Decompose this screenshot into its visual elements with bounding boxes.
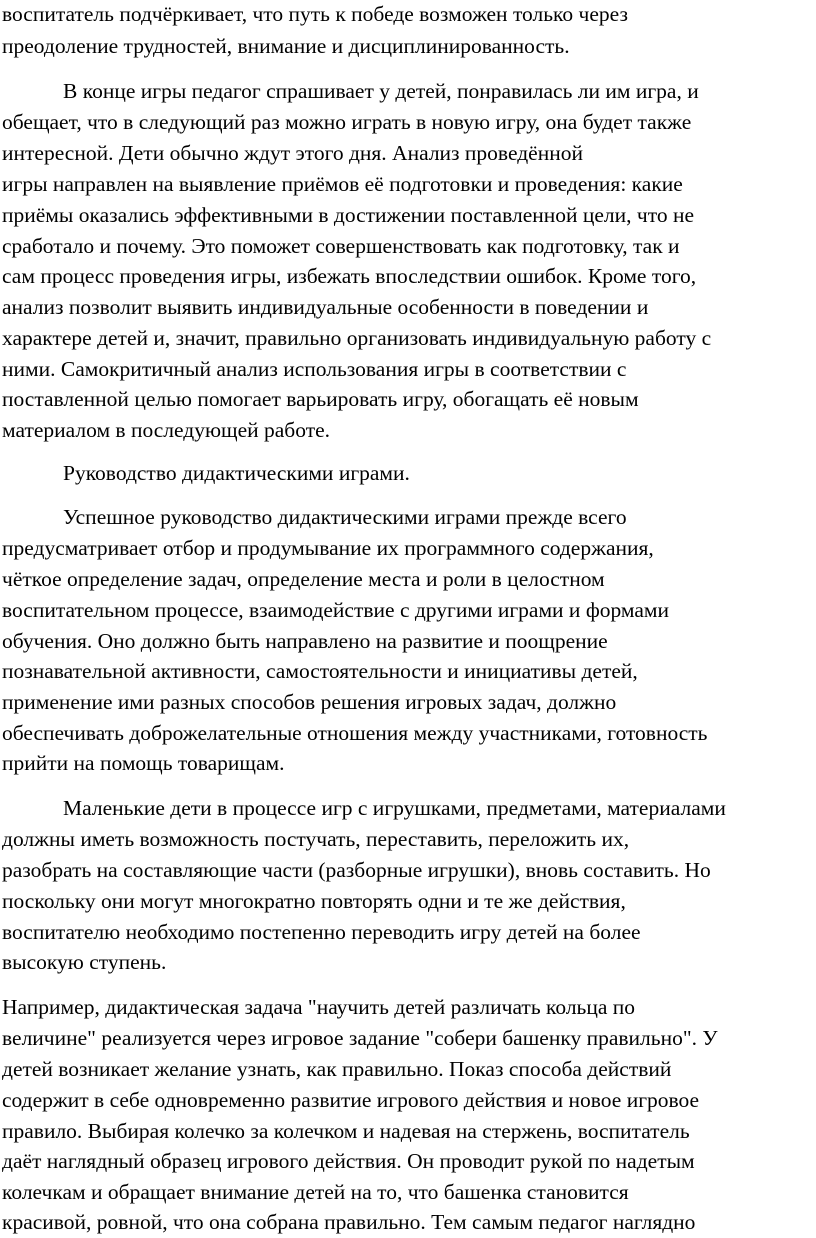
text-line: Маленькие дети в процессе игр с игрушками, предметами, материалами bbox=[63, 796, 726, 820]
text-line: предусматривает отбор и продумывание их программного содержания, bbox=[2, 536, 654, 560]
text-line: познавательной активности, самостоятельности и инициативы детей, bbox=[2, 659, 638, 683]
text-line: Например, дидактическая задача "научить детей различать кольца по bbox=[2, 995, 636, 1019]
text-line: содержит в себе одновременно развитие игрового действия и новое игровое bbox=[2, 1088, 700, 1112]
text-line: воспитателю необходимо постепенно переводить игру детей на более bbox=[2, 920, 641, 944]
text-line: правило. Выбирая колечко за колечком и надевая на стержень, воспитатель bbox=[2, 1119, 690, 1143]
text-line: обещает, что в следующий раз можно играть в новую игру, она будет также bbox=[2, 110, 692, 134]
text-line: поскольку они могут многократно повторять одни и те же действия, bbox=[2, 889, 626, 913]
text-line: приёмы оказались эффективными в достижении поставленной цели, что не bbox=[2, 203, 695, 227]
text-line: высокую ступень. bbox=[2, 950, 167, 974]
text-line: обучения. Оно должно быть направлено на развитие и поощрение bbox=[2, 629, 608, 653]
text-line: воспитательном процессе, взаимодействие с другими играми и формами bbox=[2, 598, 670, 622]
text-line: красивой, ровной, что она собрана правильно. Тем самым педагог наглядно bbox=[2, 1210, 696, 1234]
text-line: ними. Самокритичный анализ использования игры в соответствии с bbox=[2, 357, 627, 381]
text-line: даёт наглядный образец игрового действия. Он проводит рукой по надетым bbox=[2, 1149, 695, 1173]
text-line: чёткое определение задач, определение места и роли в целостном bbox=[2, 567, 605, 591]
section-heading: Руководство дидактическими играми. bbox=[63, 461, 410, 485]
text-line: применение ими разных способов решения игровых задач, должно bbox=[2, 690, 617, 714]
text-line: детей возникает желание узнать, как правильно. Показ способа действий bbox=[2, 1057, 672, 1081]
text-line: воспитатель подчёркивает, что путь к победе возможен только через bbox=[2, 2, 628, 26]
text-line: анализ позволит выявить индивидуальные особенности в поведении и bbox=[2, 295, 649, 319]
text-line: обеспечивать доброжелательные отношения между участниками, готовность bbox=[2, 721, 708, 745]
text-line: В конце игры педагог спрашивает у детей, понравилась ли им игра, и bbox=[63, 79, 699, 103]
text-line: материалом в последующей работе. bbox=[2, 418, 331, 442]
text-line: Успешное руководство дидактическими играми прежде всего bbox=[63, 505, 627, 529]
text-line: прийти на помощь товарищам. bbox=[2, 751, 285, 775]
text-line: сам процесс проведения игры, избежать впоследствии ошибок. Кроме того, bbox=[2, 264, 697, 288]
text-line: сработало и почему. Это поможет совершенствовать как подготовку, так и bbox=[2, 234, 680, 258]
text-line: характере детей и, значит, правильно организовать индивидуальную работу с bbox=[2, 326, 712, 350]
text-line: колечкам и обращает внимание детей на то, что башенка становится bbox=[2, 1180, 629, 1204]
text-line: величине" реализуется через игровое задание "собери башенку правильно". У bbox=[2, 1026, 718, 1050]
text-line: преодоление трудностей, внимание и дисциплинированность. bbox=[2, 34, 570, 58]
text-line: должны иметь возможность постучать, переставить, переложить их, bbox=[2, 827, 630, 851]
text-line: интересной. Дети обычно ждут этого дня. Анализ проведённой bbox=[2, 141, 583, 165]
text-line: поставленной целью помогает варьировать игру, обогащать её новым bbox=[2, 387, 639, 411]
text-line: игры направлен на выявление приёмов её подготовки и проведения: какие bbox=[2, 172, 683, 196]
text-line: разобрать на составляющие части (разборные игрушки), вновь составить. Но bbox=[2, 858, 711, 882]
